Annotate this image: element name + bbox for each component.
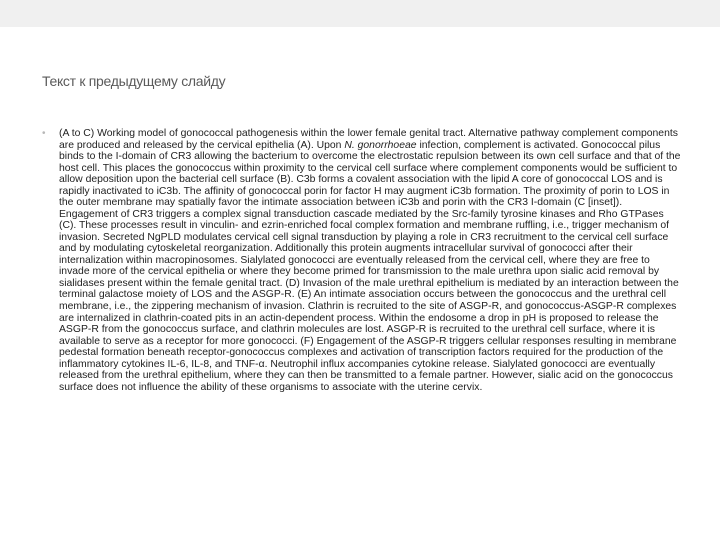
slide-body xyxy=(42,128,682,393)
slide-title: Текст к предыдущему слайду xyxy=(42,73,226,89)
body-text-part-1: (A to C) Working model of gonococcal pathogenesis within the lower female genital tract. Alternative pathway complement components are produced and released by the cervical epithelia (A). Upon xyxy=(59,128,678,151)
body-text-part-2: infection, complement is activated. Gonococcal pilus binds to the I-domain of CR3 allowing the bacterium to overcome the electrostatic repulsion between its own cell surface and that of the host cell. This places the gonococcus within proximity to the cervical cell surface where complement components would be sufficient to allow deposition upon the bacterial cell surface (B). C3b forms a covalent association with the lipid A core of gonococcal LOS and is rapidly inactivated to iC3b. The affinity of gonococcal porin for factor H may augment iC3b formation. The proximity of porin to LOS in the outer membrane may spatially favor the intimate association between iC3b and porin with the CR3 I-domain (C [inset]). Engagement of CR3 triggers a complex signal transduction cascade mediated by the Src-family tyrosine kinases and Rho GTPases (C). These processes result in vinculin- and ezrin-enriched focal complex formation and membrane ruffling, i.e., trigger mechanism of invasion. Secreted NgPLD modulates cervical cell signal transduction by playing a role in CR3 recruitment to the cervical cell surface and by modulating cytoskeletal reorganization. Additionally this protein augments intracellular survival of gonococci after their internalization within macropinosomes. Sialylated gonococci are eventually released from the cervical cell, where they are free to invade more of the cervical epithelia or where they become primed for transmission to the male urethra upon sialic acid removal by sialidases present within the female genital tract. (D) Invasion of the male urethral epithelium is mediated by an interaction between the terminal galactose moiety of LOS and the ASGP-R. (E) An intimate association occurs between the gonococcus and the urethral cell membrane, i.e., the zippering mechanism of invasion. Clathrin is recruited to the site of ASGP-R, and gonococcus-ASGP-R complexes are internalized in clathrin-coated pits in an actin-dependent process. Within the endosome a drop in pH is proposed to release the ASGP-R from the gonococcus surface, and clathrin molecules are lost. ASGP-R is recruited to the urethral cell surface, where it is available to serve as a receptor for more gonococci. (F) Engagement of the ASGP-R triggers cellular responses resulting in membrane pedestal formation beneath receptor-gonococcus complexes and activation of transcription factors required for the production of the inflammatory cytokines IL-6, IL-8, and TNF-α. Neutrophil influx accompanies cytokine release. Sialylated gonococci are eventually released from the urethral epithelium, where they can then be transmitted to a female partner. However, sialic acid on the gonococcus surface does not influence the ability of these organisms to associate with the uterine cervix. xyxy=(59,139,681,393)
top-band xyxy=(0,0,720,27)
body-text-italic-species: N. gonorrhoeae xyxy=(344,139,417,151)
bullet-marker: • xyxy=(42,128,46,139)
body-paragraph xyxy=(59,128,682,393)
